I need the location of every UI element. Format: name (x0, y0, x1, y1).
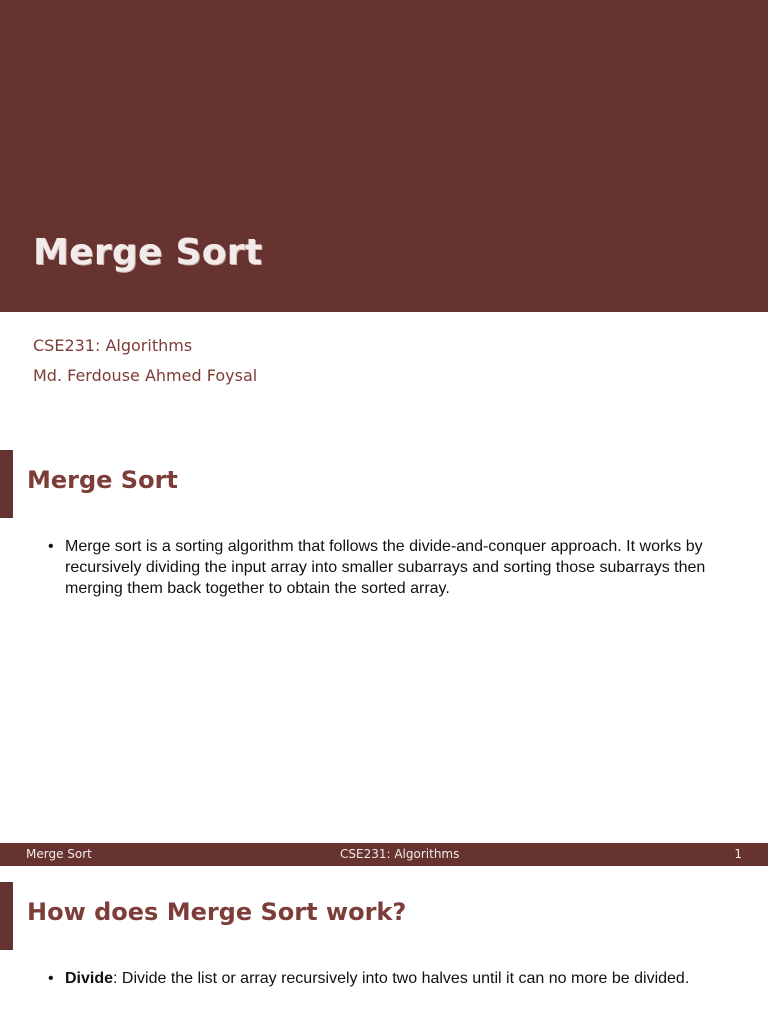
bullet-description: : Divide the list or array recursively into two halves until it can no more be divided. (113, 970, 690, 987)
list-item (48, 968, 708, 989)
bullet-list (48, 536, 708, 609)
title-slide-banner (0, 0, 768, 312)
bullet-icon: • (48, 970, 54, 987)
slide-accent-bar (0, 882, 13, 950)
bullet-text: Merge sort is a sorting algorithm that follows the divide-and-conquer approach. It works by recursively dividing the input array into smaller subarrays and sorting those subarrays then merging them back together to obtain the sorted array. (65, 538, 706, 597)
slide-heading: How does Merge Sort work? (27, 898, 407, 926)
author-name: Md. Ferdouse Ahmed Foysal (33, 366, 258, 385)
slide-accent-bar (0, 450, 13, 518)
footer-title: Merge Sort (26, 847, 92, 861)
footer-course: CSE231: Algorithms (340, 847, 460, 861)
bullet-text (65, 970, 689, 987)
bullet-term: Divide (65, 970, 114, 987)
slide-heading: Merge Sort (27, 466, 178, 494)
list-item (48, 536, 708, 599)
slide-footer (0, 843, 768, 866)
presentation-title: Merge Sort (33, 232, 263, 273)
bullet-icon: • (48, 538, 54, 555)
course-name: CSE231: Algorithms (33, 336, 193, 355)
bullet-list (48, 968, 708, 999)
page-number: 1 (734, 847, 742, 861)
